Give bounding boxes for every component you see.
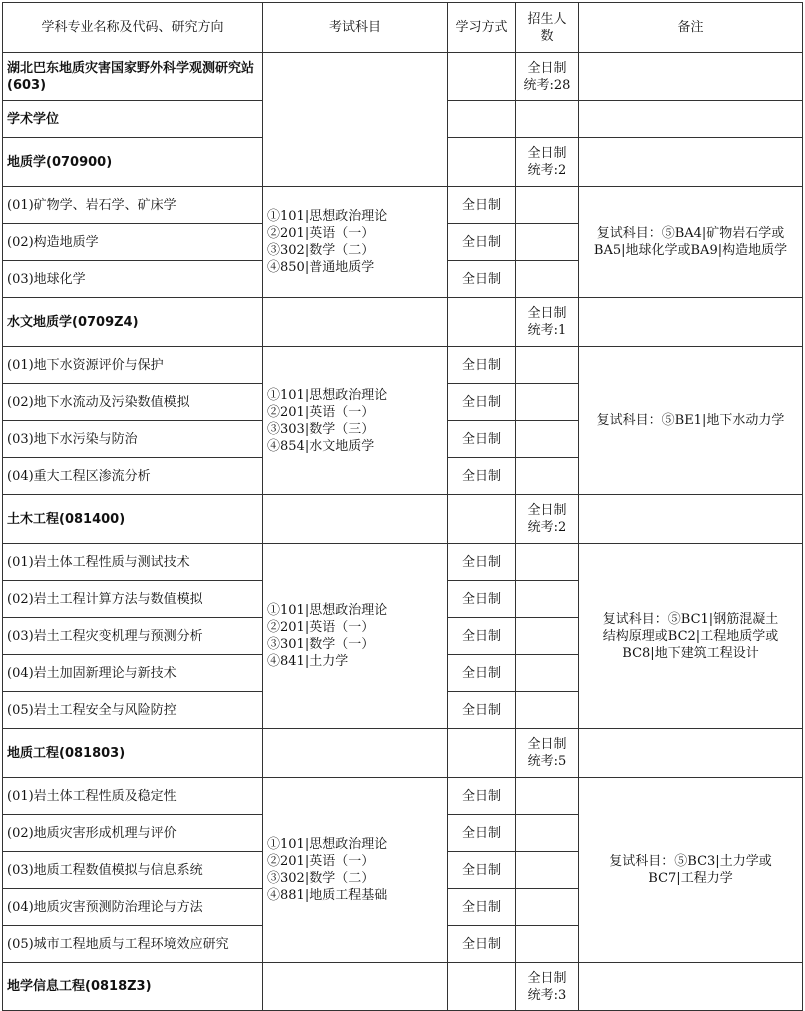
major-enroll: 全日制 统考:3 xyxy=(516,963,579,1011)
enroll-cell-empty xyxy=(516,815,579,852)
direction-item: (03)岩土工程灾变机理与预测分析 xyxy=(3,618,263,655)
enroll-cell-empty xyxy=(516,618,579,655)
header-enroll: 招生人数 xyxy=(516,3,579,53)
direction-item: (05)城市工程地质与工程环境效应研究 xyxy=(3,926,263,963)
major-name: 水文地质学(0709Z4) xyxy=(3,298,263,347)
note-cell-empty xyxy=(579,729,803,778)
mode-cell: 全日制 xyxy=(448,692,516,729)
table-row xyxy=(3,187,803,224)
major-enroll: 全日制 统考:5 xyxy=(516,729,579,778)
direction-item: (02)构造地质学 xyxy=(3,224,263,261)
direction-item: (02)地下水流动及污染数值模拟 xyxy=(3,384,263,421)
direction-item: (03)地质工程数值模拟与信息系统 xyxy=(3,852,263,889)
mode-cell-empty xyxy=(448,729,516,778)
table-row xyxy=(3,298,803,347)
note-cell-empty xyxy=(579,495,803,544)
mode-cell: 全日制 xyxy=(448,852,516,889)
mode-cell: 全日制 xyxy=(448,815,516,852)
direction-item: (01)岩土体工程性质与测试技术 xyxy=(3,544,263,581)
enroll-cell-empty xyxy=(516,458,579,495)
mode-cell: 全日制 xyxy=(448,581,516,618)
major-name: 地学信息工程(0818Z3) xyxy=(3,963,263,1011)
mode-cell: 全日制 xyxy=(448,458,516,495)
direction-item: (02)岩土工程计算方法与数值模拟 xyxy=(3,581,263,618)
enroll-cell-empty xyxy=(516,421,579,458)
retest-note: 复试科目：⑤BA4|矿物岩石学或 BA5|地球化学或BA9|构造地质学 xyxy=(579,187,803,298)
direction-item: (03)地下水污染与防治 xyxy=(3,421,263,458)
enroll-cell-empty xyxy=(516,187,579,224)
mode-cell-empty xyxy=(448,53,516,101)
mode-cell: 全日制 xyxy=(448,544,516,581)
table-row xyxy=(3,963,803,1011)
exam-cell-empty xyxy=(263,495,448,544)
table-row xyxy=(3,544,803,581)
mode-cell: 全日制 xyxy=(448,347,516,384)
direction-item: (01)地下水资源评价与保护 xyxy=(3,347,263,384)
header-subject: 学科专业名称及代码、研究方向 xyxy=(3,3,263,53)
exam-subjects: ①101|思想政治理论 ②201|英语（一） ③303|数学（三） ④854|水文地质学 xyxy=(263,347,448,495)
station-enroll: 全日制 统考:28 xyxy=(516,53,579,101)
enroll-cell-empty xyxy=(516,544,579,581)
mode-cell: 全日制 xyxy=(448,778,516,815)
enroll-cell-empty xyxy=(516,655,579,692)
header-note: 备注 xyxy=(579,3,803,53)
retest-note: 复试科目：⑤BC1|钢筋混凝土 结构原理或BC2|工程地质学或 BC8|地下建筑工程设计 xyxy=(579,544,803,729)
station-name: 湖北巴东地质灾害国家野外科学观测研究站(603) xyxy=(3,53,263,101)
mode-cell: 全日制 xyxy=(448,926,516,963)
table-row xyxy=(3,347,803,384)
note-cell-empty xyxy=(579,138,803,187)
enroll-cell-empty xyxy=(516,581,579,618)
direction-item: (04)地质灾害预测防治理论与方法 xyxy=(3,889,263,926)
enroll-cell-empty xyxy=(516,384,579,421)
note-cell-empty xyxy=(579,298,803,347)
direction-item: (04)岩土加固新理论与新技术 xyxy=(3,655,263,692)
retest-note: 复试科目：⑤BC3|土力学或 BC7|工程力学 xyxy=(579,778,803,963)
retest-note: 复试科目：⑤BE1|地下水动力学 xyxy=(579,347,803,495)
enroll-cell-empty xyxy=(516,101,579,138)
exam-cell-empty xyxy=(263,53,448,187)
mode-cell: 全日制 xyxy=(448,187,516,224)
mode-cell: 全日制 xyxy=(448,261,516,298)
table-row xyxy=(3,729,803,778)
exam-cell-empty xyxy=(263,963,448,1011)
note-cell-empty xyxy=(579,101,803,138)
major-name: 地质学(070900) xyxy=(3,138,263,187)
enrollment-table xyxy=(2,2,803,1011)
enroll-cell-empty xyxy=(516,852,579,889)
mode-cell: 全日制 xyxy=(448,421,516,458)
direction-item: (03)地球化学 xyxy=(3,261,263,298)
direction-item: (04)重大工程区渗流分析 xyxy=(3,458,263,495)
enroll-cell-empty xyxy=(516,926,579,963)
academic-label: 学术学位 xyxy=(3,101,263,138)
enroll-cell-empty xyxy=(516,224,579,261)
exam-cell-empty xyxy=(263,729,448,778)
major-name: 土木工程(081400) xyxy=(3,495,263,544)
major-enroll: 全日制 统考:2 xyxy=(516,138,579,187)
header-row xyxy=(3,3,803,53)
mode-cell: 全日制 xyxy=(448,655,516,692)
major-enroll: 全日制 统考:1 xyxy=(516,298,579,347)
table-row xyxy=(3,53,803,101)
direction-item: (01)矿物学、岩石学、矿床学 xyxy=(3,187,263,224)
note-cell-empty xyxy=(579,963,803,1011)
enroll-cell-empty xyxy=(516,778,579,815)
mode-cell-empty xyxy=(448,298,516,347)
table-row xyxy=(3,778,803,815)
exam-subjects: ①101|思想政治理论 ②201|英语（一） ③302|数学（二） ④850|普通地质学 xyxy=(263,187,448,298)
direction-item: (05)岩土工程安全与风险防控 xyxy=(3,692,263,729)
exam-subjects: ①101|思想政治理论 ②201|英语（一） ③302|数学（二） ④881|地质工程基础 xyxy=(263,778,448,963)
mode-cell-empty xyxy=(448,963,516,1011)
header-exam: 考试科目 xyxy=(263,3,448,53)
enroll-cell-empty xyxy=(516,261,579,298)
mode-cell: 全日制 xyxy=(448,618,516,655)
enroll-cell-empty xyxy=(516,347,579,384)
mode-cell: 全日制 xyxy=(448,224,516,261)
mode-cell: 全日制 xyxy=(448,889,516,926)
enroll-cell-empty xyxy=(516,889,579,926)
exam-subjects: ①101|思想政治理论 ②201|英语（一） ③301|数学（一） ④841|土力学 xyxy=(263,544,448,729)
mode-cell-empty xyxy=(448,138,516,187)
exam-cell-empty xyxy=(263,298,448,347)
enroll-cell-empty xyxy=(516,692,579,729)
direction-item: (02)地质灾害形成机理与评价 xyxy=(3,815,263,852)
major-enroll: 全日制 统考:2 xyxy=(516,495,579,544)
direction-item: (01)岩土体工程性质及稳定性 xyxy=(3,778,263,815)
mode-cell-empty xyxy=(448,495,516,544)
table-row xyxy=(3,495,803,544)
mode-cell: 全日制 xyxy=(448,384,516,421)
header-mode: 学习方式 xyxy=(448,3,516,53)
mode-cell-empty xyxy=(448,101,516,138)
note-cell-empty xyxy=(579,53,803,101)
major-name: 地质工程(081803) xyxy=(3,729,263,778)
